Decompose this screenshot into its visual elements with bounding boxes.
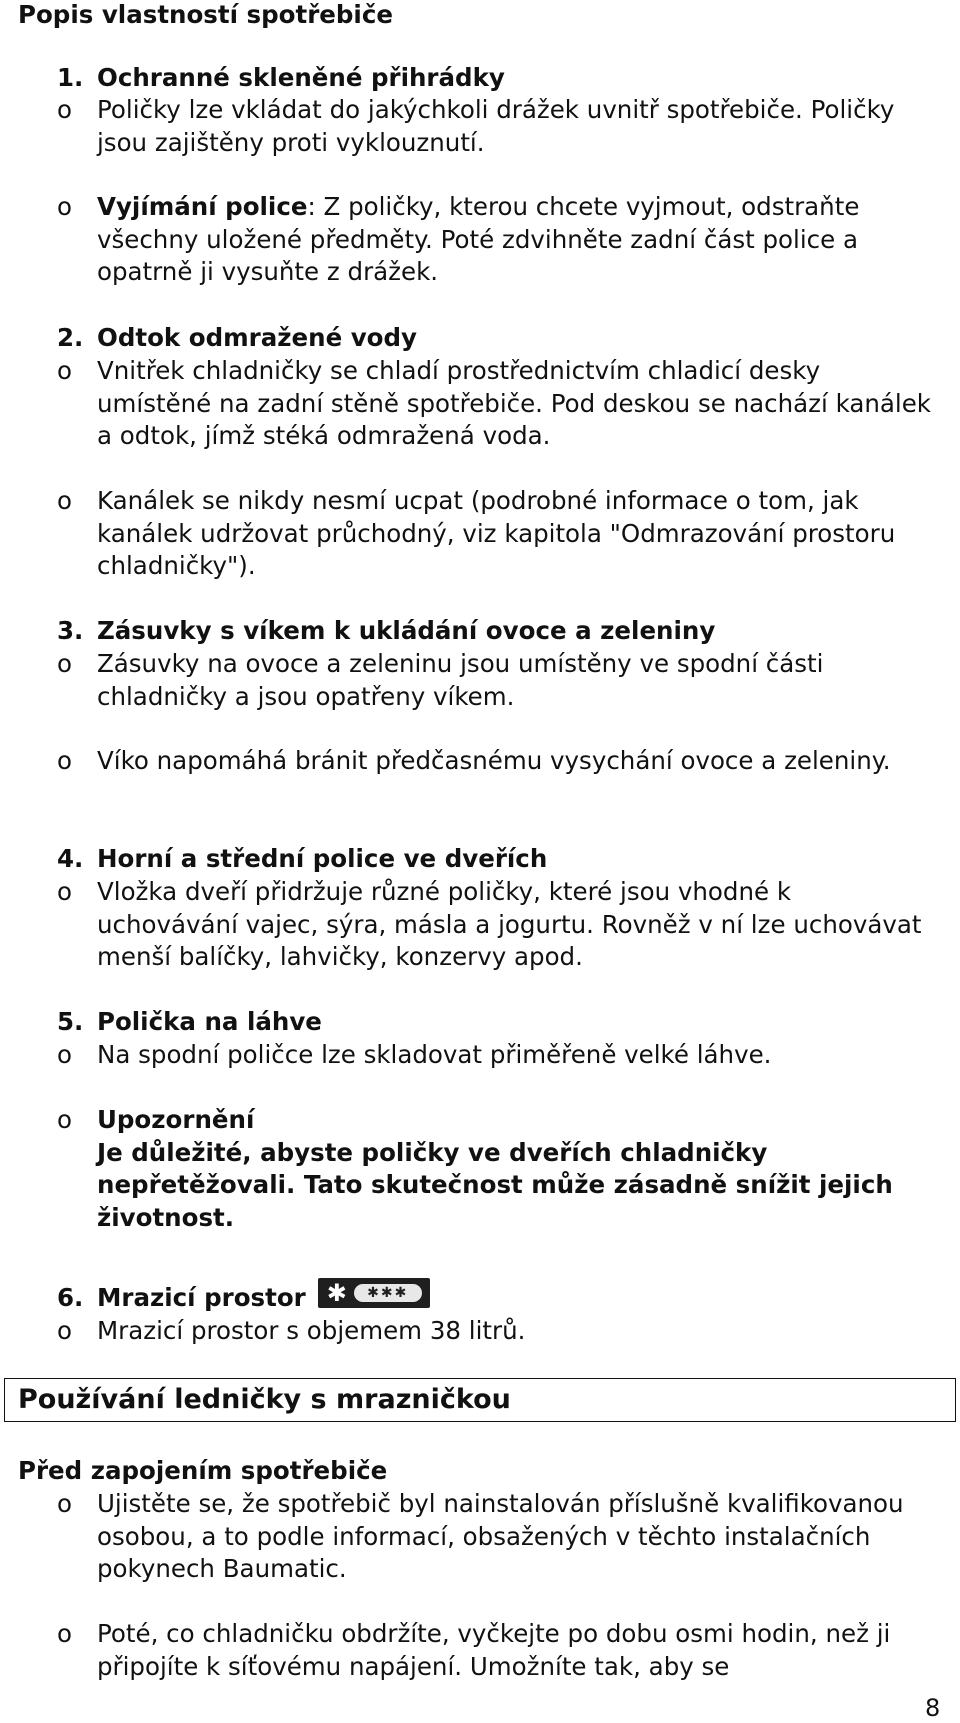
list-item (57, 94, 937, 159)
list-item-bold-label: Vyjímání police (97, 192, 308, 221)
chapter-heading-box (4, 1378, 956, 1422)
list-item (57, 1618, 937, 1683)
section-heading (57, 615, 715, 648)
list-item-text: Vnitřek chladničky se chladí prostřednictvím chladicí desky umístěné na zadní stěně spotřebiče. Pod deskou se nachází kanálek a odtok, jímž stéká odmražená voda. (97, 356, 931, 450)
list-item-text (97, 191, 937, 289)
bullet-marker: o (57, 1619, 72, 1648)
chapter-heading: Používání ledničky s mrazničkou (18, 1384, 511, 1415)
section-number: 2. (57, 323, 84, 352)
list-item-text: Vložka dveří přidržuje různé poličky, které jsou vhodné k uchovávání vajec, sýra, másla a jogurtu. Rovněž v ní lze uchovávat menší balíčky, lahvičky, konzervy apod. (97, 877, 922, 971)
list-item-text: Poté, co chladničku obdržíte, vyčkejte po dobu osmi hodin, než ji připojíte k síťovému napájení. Umožníte tak, aby se (97, 1619, 891, 1681)
snowflake-icon: ✱ (326, 1279, 347, 1307)
section-title: Ochranné skleněné přihrádky (97, 63, 505, 92)
list-item-text: Kanálek se nikdy nesmí ucpat (podrobné informace o tom, jak kanálek udržovat průchodný, viz kapitola "Odmrazování prostoru chladničky"). (97, 486, 896, 580)
section-number: 1. (57, 63, 84, 92)
section-heading (57, 1279, 430, 1315)
freezer-star-rating-badge (318, 1278, 430, 1308)
list-item (57, 485, 937, 583)
list-item (57, 191, 937, 289)
list-item (57, 876, 937, 974)
list-item-text: Ujistěte se, že spotřebič byl nainstalován příslušně kvalifikovanou osobou, a to podle informací, obsažených v těchto instalačních pokynech Baumatic. (97, 1489, 904, 1583)
list-item-text: Víko napomáhá bránit předčasnému vysychání ovoce a zeleniny. (97, 746, 891, 775)
bullet-marker: o (57, 649, 72, 678)
list-item-text: Poličky lze vkládat do jakýchkoli drážek uvnitř spotřebiče. Poličky jsou zajištěny proti vyklouznutí. (97, 95, 895, 157)
section-title: Horní a střední police ve dveřích (97, 844, 548, 873)
star-rating-icon: ✱✱✱ (354, 1284, 422, 1302)
section-title: Odtok odmražené vody (97, 323, 418, 352)
list-item-body: : Z poličky, kterou chcete vyjmout, odstraňte všechny uložené předměty. Poté zdvihněte zadní část police a opatrně ji vysuňte z drážek. (97, 192, 860, 286)
page-number: 8 (925, 1694, 941, 1722)
section-heading (57, 1006, 322, 1039)
bullet-marker: o (57, 95, 72, 124)
subsection-heading: Před zapojením spotřebiče (18, 1456, 388, 1485)
list-item (57, 745, 937, 778)
bullet-marker: o (57, 192, 72, 221)
section-heading (57, 62, 505, 95)
page-title: Popis vlastností spotřebiče (18, 0, 393, 29)
warning-title: Upozornění (97, 1105, 255, 1134)
list-item (57, 1488, 937, 1586)
section-heading (57, 322, 417, 355)
bullet-marker: o (57, 1105, 72, 1134)
list-item-text: Na spodní poličce lze skladovat přiměřeně velké láhve. (97, 1040, 772, 1069)
section-heading (57, 843, 547, 876)
list-item (57, 355, 937, 453)
section-number: 4. (57, 844, 84, 873)
section-number: 3. (57, 616, 84, 645)
list-item (57, 648, 937, 713)
list-item-text: Mrazicí prostor s objemem 38 litrů. (97, 1316, 526, 1345)
section-title: Polička na láhve (97, 1007, 322, 1036)
section-number: 6. (57, 1283, 84, 1312)
section-title: Zásuvky s víkem k ukládání ovoce a zeleniny (97, 616, 716, 645)
section-title: Mrazicí prostor (97, 1283, 306, 1312)
bullet-marker: o (57, 486, 72, 515)
warning-notice (57, 1104, 937, 1234)
bullet-marker: o (57, 1489, 72, 1518)
warning-text: Je důležité, abyste poličky ve dveřích chladničky nepřetěžovali. Tato skutečnost může zásadně snížit jejich životnost. (97, 1137, 893, 1232)
bullet-marker: o (57, 1040, 72, 1069)
list-item (57, 1039, 937, 1072)
bullet-marker: o (57, 356, 72, 385)
list-item-text: Zásuvky na ovoce a zeleninu jsou umístěny ve spodní části chladničky a jsou opatřeny víkem. (97, 649, 824, 711)
bullet-marker: o (57, 746, 72, 775)
bullet-marker: o (57, 877, 72, 906)
section-number: 5. (57, 1007, 84, 1036)
bullet-marker: o (57, 1316, 72, 1345)
list-item (57, 1315, 937, 1348)
